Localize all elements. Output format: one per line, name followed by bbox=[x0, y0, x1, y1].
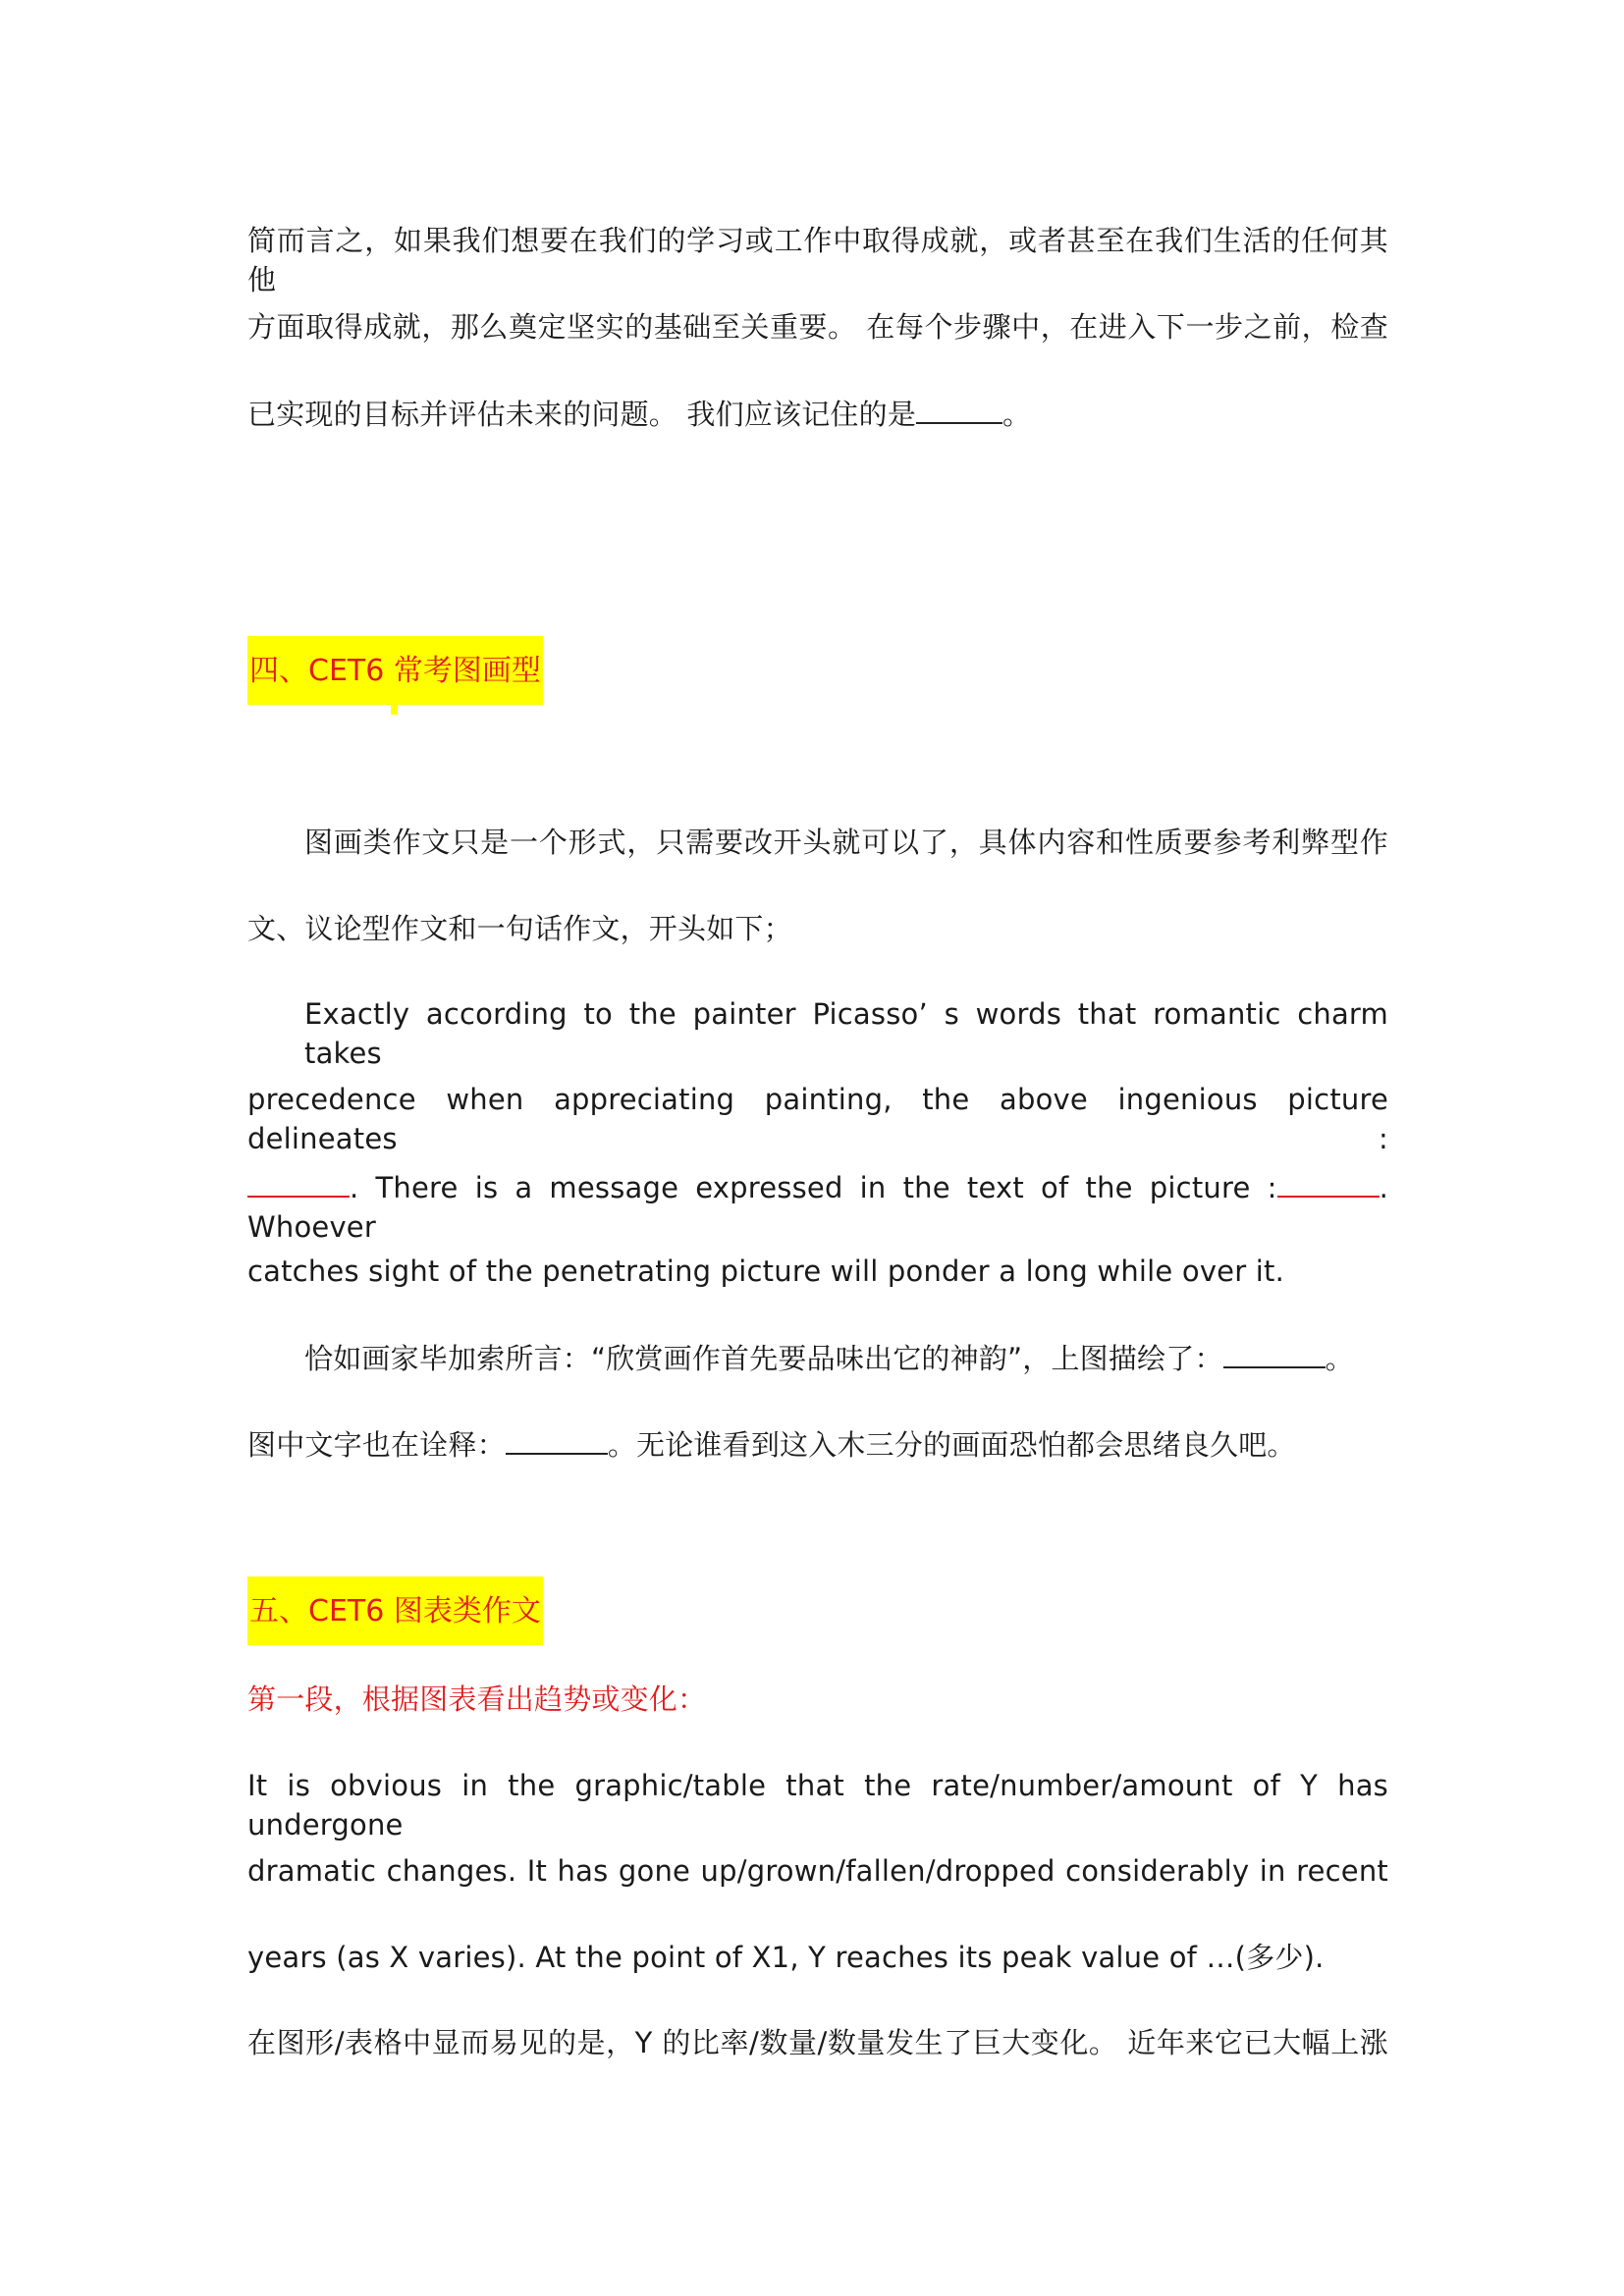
paragraph-subtitle: 第一段，根据图表看出趋势或变化： bbox=[247, 1682, 707, 1716]
english-line: Exactly according to the painter Picasso’ s words that romantic charm takes bbox=[304, 997, 1388, 1070]
fill-blank bbox=[1223, 1337, 1326, 1368]
paragraph-text: 已实现的目标并评估未来的问题。 我们应该记住的是 bbox=[247, 398, 917, 431]
paragraph-line: 简而言之，如果我们想要在我们的学习或工作中取得成就，或者甚至在我们生活的任何其他 bbox=[247, 224, 1388, 296]
english-line: It is obvious in the graphic/table that the rate/number/amount of Y has undergone bbox=[247, 1769, 1388, 1842]
english-line: years (as X varies). At the point of X1, Y reaches its peak value of …(多少). bbox=[247, 1941, 1325, 1974]
section-heading: 四、CET6 常考图画型 bbox=[247, 636, 543, 705]
paragraph-text: 。 bbox=[1002, 398, 1032, 431]
fill-blank bbox=[1277, 1166, 1380, 1198]
section-heading: 五、CET6 图表类作文 bbox=[247, 1576, 543, 1645]
paragraph-text: 。无论谁看到这入木三分的画面恐怕都会思绪良久吧。 bbox=[607, 1428, 1296, 1462]
english-text: . Whoever bbox=[247, 1171, 1388, 1244]
fill-blank bbox=[916, 393, 1002, 424]
fill-blank bbox=[506, 1423, 608, 1455]
paragraph-line: 文、议论型作文和一句话作文，开头如下； bbox=[247, 912, 792, 945]
fill-blank bbox=[247, 1166, 350, 1198]
english-line: catches sight of the penetrating picture will ponder a long while over it. bbox=[247, 1255, 1285, 1288]
paragraph-text: 恰如画家毕加索所言：“欣赏画作首先要品味出它的神韵”，上图描绘了： bbox=[304, 1342, 1223, 1375]
english-line: dramatic changes. It has gone up/grown/fallen/dropped considerably in recent bbox=[247, 1854, 1388, 1888]
paragraph-text: 图中文字也在诠释： bbox=[247, 1428, 506, 1462]
paragraph-text: 。 bbox=[1325, 1342, 1354, 1375]
paragraph-line: 图画类作文只是一个形式，只需要改开头就可以了，具体内容和性质要参考利弊型作 bbox=[304, 826, 1388, 859]
paragraph-line: 在图形/表格中显而易见的是，Y 的比率/数量/数量发生了巨大变化。 近年来它已大幅上涨 bbox=[247, 2026, 1388, 2059]
english-line bbox=[247, 1166, 1388, 1247]
paragraph-line bbox=[247, 393, 1388, 434]
paragraph-line bbox=[304, 1337, 1388, 1378]
english-text: . There is a message expressed in the text of the picture : bbox=[350, 1171, 1277, 1204]
highlight-marker bbox=[391, 699, 398, 715]
paragraph-line bbox=[247, 1423, 1388, 1465]
paragraph-line: 方面取得成就，那么奠定坚实的基础至关重要。 在每个步骤中，在进入下一步之前，检查 bbox=[247, 310, 1388, 344]
english-line: precedence when appreciating painting, the above ingenious picture delineates : bbox=[247, 1083, 1388, 1155]
